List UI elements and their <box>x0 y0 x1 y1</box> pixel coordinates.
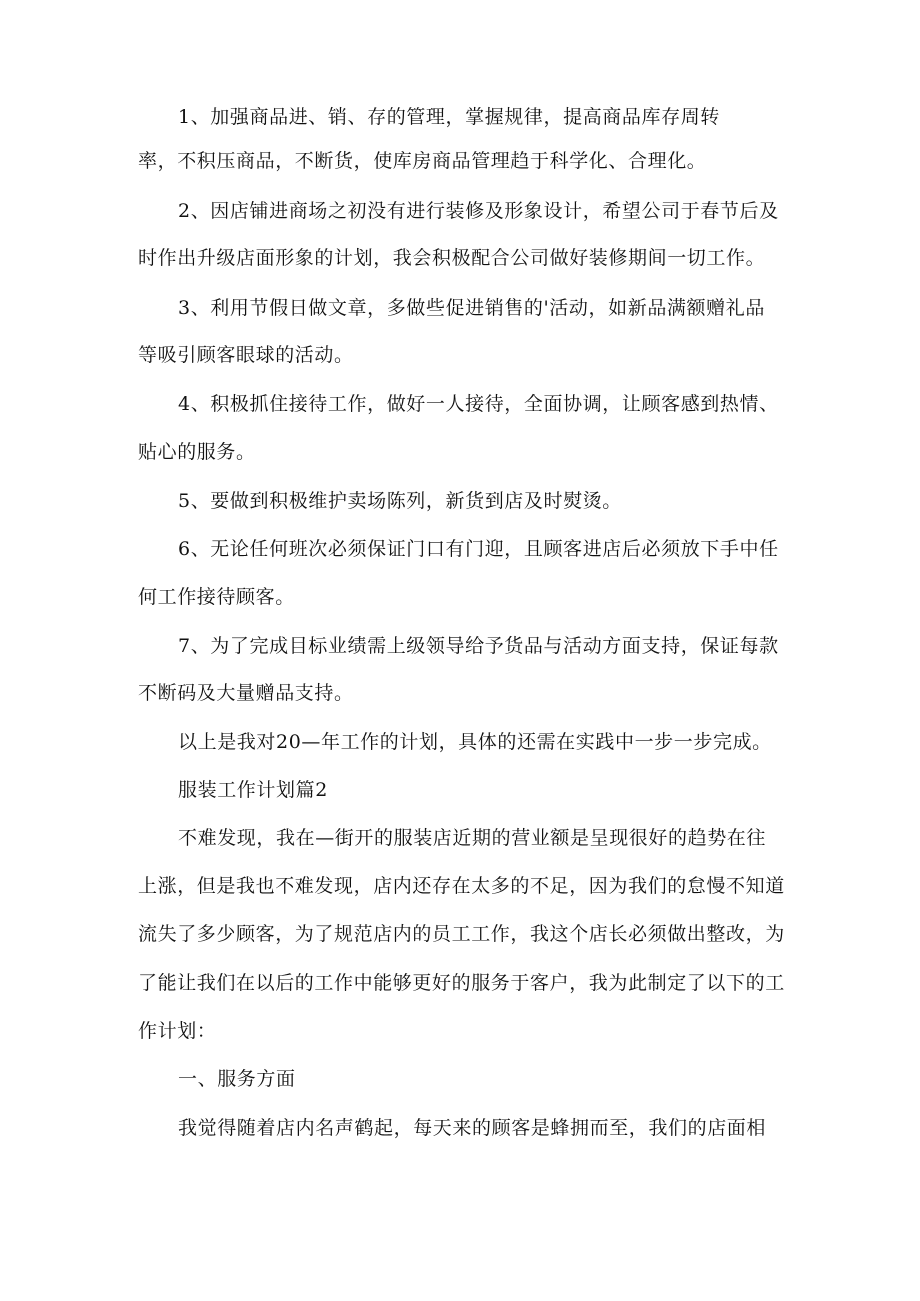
text-line: 时作出升级店面形象的计划，我会积极配合公司做好装修期间一切工作。 <box>138 247 766 269</box>
text-line: 2、因店铺进商场之初没有进行装修及形象设计，希望公司于春节后及 <box>178 200 779 222</box>
text-line: 6、无论任何班次必须保证门口有门迎，且顾客进店后必须放下手中任 <box>178 538 779 560</box>
text-line: 4、积极抓住接待工作，做好一人接待，全面协调，让顾客感到热情、 <box>178 393 779 415</box>
text-line: 7、为了完成目标业绩需上级领导给予货品与活动方面支持，保证每款 <box>178 635 779 657</box>
text-line: 1、加强商品进、销、存的管理，掌握规律，提高商品库存周转 <box>178 106 720 128</box>
subsection-heading: 一、服务方面 <box>178 1068 296 1090</box>
text-line: 流失了多少顾客，为了规范店内的员工工作，我这个店长必须做出整改，为 <box>138 923 785 945</box>
text-line: 3、利用节假日做文章，多做些促进销售的'活动，如新品满额赠礼品 <box>178 297 765 319</box>
text-line: 我觉得随着店内名声鹤起，每天来的顾客是蜂拥而至，我们的店面相 <box>178 1117 767 1139</box>
text-line: 率，不积压商品，不断货，使库房商品管理趋于科学化、合理化。 <box>138 150 707 172</box>
text-line: 5、要做到积极维护卖场陈列，新货到店及时熨烫。 <box>178 490 622 512</box>
text-line: 以上是我对20—年工作的计划，具体的还需在实践中一步一步完成。 <box>178 731 772 753</box>
text-line: 上涨，但是我也不难发现，店内还存在太多的不足，因为我们的怠慢不知道 <box>138 875 785 897</box>
text-line: 贴心的服务。 <box>138 441 256 463</box>
text-line: 何工作接待顾客。 <box>138 586 295 608</box>
section-heading: 服装工作计划篇2 <box>178 779 328 801</box>
text-line: 不断码及大量赠品支持。 <box>138 682 354 704</box>
text-line: 了能让我们在以后的工作中能够更好的服务于客户，我为此制定了以下的工 <box>138 972 785 994</box>
text-line: 作计划： <box>138 1020 217 1042</box>
text-line: 不难发现，我在—街开的服装店近期的营业额是呈现很好的趋势在往 <box>178 827 767 849</box>
text-line: 等吸引顾客眼球的活动。 <box>138 344 354 366</box>
